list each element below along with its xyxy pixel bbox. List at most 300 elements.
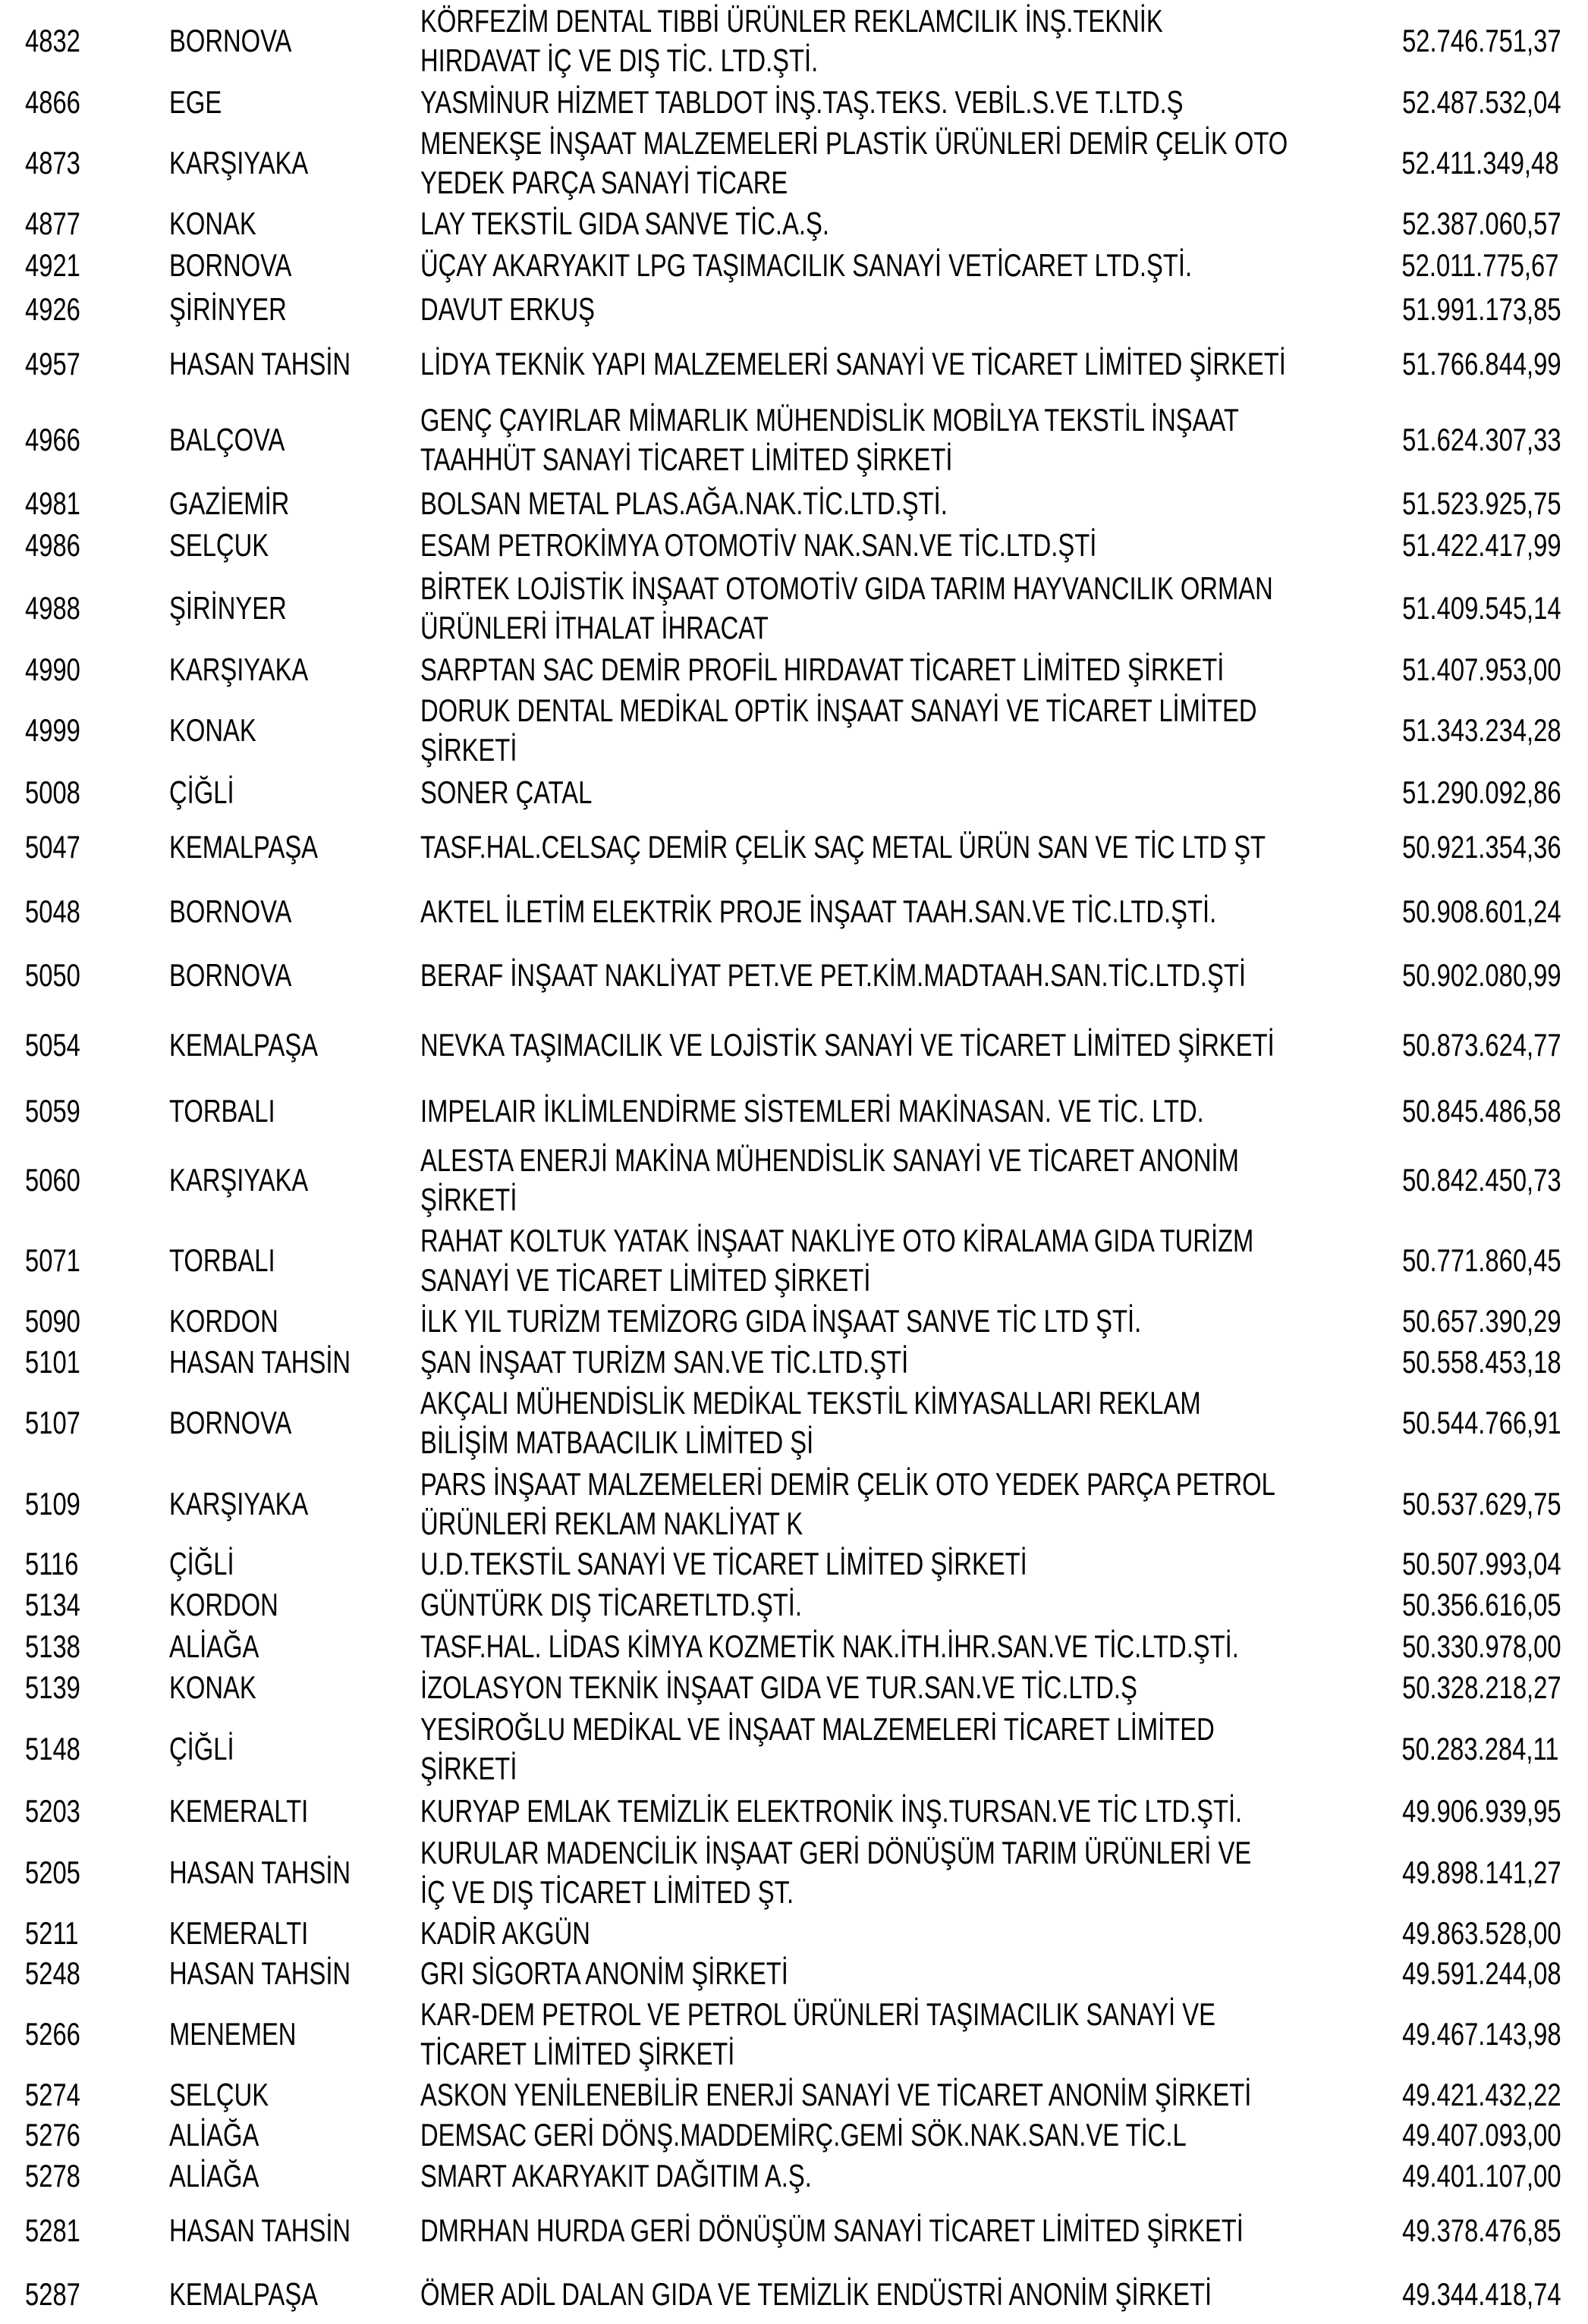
amount-value: 52.411.349,48 xyxy=(1401,145,1559,181)
table-row xyxy=(0,1464,1588,1544)
table-row xyxy=(0,1343,1588,1382)
district-value: KEMALPAŞA xyxy=(169,1027,319,1063)
amount-cell xyxy=(1357,1627,1588,1666)
district-value: KONAK xyxy=(169,712,256,748)
district-cell xyxy=(169,83,420,122)
rank-cell xyxy=(0,1025,169,1065)
amount-value: 50.873.624,77 xyxy=(1402,1027,1561,1063)
district-cell xyxy=(169,1302,420,1341)
company-name-cell xyxy=(420,1221,1357,1300)
rank-cell xyxy=(0,21,169,61)
company-name-line: IMPELAIR İKLİMLENDİRME SİSTEMLERİ MAKİNASAN. VE TİC. LTD. xyxy=(420,1093,1204,1129)
amount-cell xyxy=(1357,2211,1588,2250)
company-name-line: NEVKA TAŞIMACILIK VE LOJİSTİK SANAYİ VE TİCARET LİMİTED ŞİRKETİ xyxy=(420,1027,1275,1063)
amount-value: 49.401.107,00 xyxy=(1402,2158,1561,2194)
company-name-cell xyxy=(420,956,1357,995)
amount-cell xyxy=(1357,2275,1588,2314)
amount-cell xyxy=(1357,484,1588,523)
table-row xyxy=(0,2156,1588,2197)
company-name-cell xyxy=(420,124,1357,203)
district-value: BORNOVA xyxy=(169,247,292,283)
rank-value: 5101 xyxy=(25,1344,80,1380)
rank-cell xyxy=(0,2275,169,2314)
district-cell xyxy=(169,484,420,523)
amount-value: 52.011.775,67 xyxy=(1401,247,1559,283)
amount-value: 51.409.545,14 xyxy=(1402,590,1561,626)
district-value: KORDON xyxy=(169,1303,278,1339)
company-name-cell xyxy=(420,2115,1357,2155)
company-name-line: BERAF İNŞAAT NAKLİYAT PET.VE PET.KİM.MADTAAH.SAN.TİC.LTD.ŞTİ xyxy=(420,957,1246,993)
company-name-line: DORUK DENTAL MEDİKAL OPTİK İNŞAAT SANAYİ VE TİCARET LİMİTED xyxy=(420,692,1257,728)
rank-value: 5109 xyxy=(25,1486,80,1522)
amount-value: 49.863.528,00 xyxy=(1402,1915,1561,1951)
district-value: ÇİĞLİ xyxy=(169,1546,234,1581)
company-name-line: KURYAP EMLAK TEMİZLİK ELEKTRONİK İNŞ.TURSAN.VE TİC LTD.ŞTİ. xyxy=(420,1793,1243,1829)
rank-value: 4921 xyxy=(25,247,80,283)
amount-value: 50.330.978,00 xyxy=(1402,1628,1561,1664)
table-row xyxy=(0,1139,1588,1221)
amount-cell xyxy=(1357,246,1588,285)
district-value: KONAK xyxy=(169,1669,256,1705)
district-value: KARŞIYAKA xyxy=(169,145,309,181)
amount-cell xyxy=(1357,1792,1588,1831)
rank-cell xyxy=(0,2015,169,2054)
company-name-cell xyxy=(420,204,1357,243)
amount-cell xyxy=(1357,143,1588,183)
district-cell xyxy=(169,204,420,243)
table-row xyxy=(0,1833,1588,1913)
district-value: ÇİĞLİ xyxy=(169,774,234,810)
district-cell xyxy=(169,1025,420,1065)
rank-cell xyxy=(0,2115,169,2155)
amount-value: 51.290.092,86 xyxy=(1402,774,1561,810)
company-name-line: ASKON YENİLENEBİLİR ENERJİ SANAYİ VE TİCARET ANONİM ŞİRKETİ xyxy=(420,2077,1252,2112)
district-cell xyxy=(169,2015,420,2054)
amount-cell xyxy=(1357,828,1588,867)
amount-value: 49.378.476,85 xyxy=(1402,2213,1561,2248)
district-cell xyxy=(169,1792,420,1831)
district-cell xyxy=(169,1544,420,1584)
company-name-line: AKÇALI MÜHENDİSLİK MEDİKAL TEKSTİL KİMYASALLARI REKLAM xyxy=(420,1385,1201,1421)
amount-value: 50.283.284,11 xyxy=(1401,1731,1559,1767)
amount-cell xyxy=(1357,204,1588,243)
amount-cell xyxy=(1357,1403,1588,1443)
rank-value: 4926 xyxy=(25,291,80,327)
district-cell xyxy=(169,1403,420,1443)
rank-cell xyxy=(0,526,169,565)
amount-value: 49.421.432,22 xyxy=(1402,2077,1561,2112)
table-row xyxy=(0,2075,1588,2115)
district-value: KORDON xyxy=(169,1587,278,1622)
table-row xyxy=(0,395,1588,485)
district-value: KARŞIYAKA xyxy=(169,1162,309,1198)
amount-value: 50.537.629,75 xyxy=(1402,1486,1561,1522)
district-value: BORNOVA xyxy=(169,957,292,993)
table-row xyxy=(0,1221,1588,1300)
district-cell xyxy=(169,1585,420,1625)
table-row xyxy=(0,2265,1588,2324)
amount-cell xyxy=(1357,290,1588,329)
rank-value: 4981 xyxy=(25,485,80,521)
amount-cell xyxy=(1357,1544,1588,1584)
rank-value: 5060 xyxy=(25,1162,80,1198)
company-name-line: MENEKŞE İNŞAAT MALZEMELERİ PLASTİK ÜRÜNLERİ DEMİR ÇELİK OTO xyxy=(420,125,1288,161)
amount-value: 52.487.532,04 xyxy=(1402,84,1561,120)
table-row xyxy=(0,1083,1588,1139)
rank-value: 5266 xyxy=(25,2016,80,2052)
rank-cell xyxy=(0,1729,169,1769)
district-cell xyxy=(169,1484,420,1524)
district-value: BORNOVA xyxy=(169,23,292,58)
table-row xyxy=(0,286,1588,333)
district-value: KARŞIYAKA xyxy=(169,651,309,687)
table-row xyxy=(0,0,1588,82)
rank-value: 4832 xyxy=(25,23,80,58)
district-cell xyxy=(169,21,420,61)
amount-cell xyxy=(1357,1668,1588,1707)
district-cell xyxy=(169,2211,420,2250)
district-value: TORBALI xyxy=(169,1093,275,1129)
rank-value: 5134 xyxy=(25,1587,80,1622)
company-name-line: SANAYİ VE TİCARET LİMİTED ŞİRKETİ xyxy=(420,1262,871,1298)
amount-cell xyxy=(1357,650,1588,689)
amount-cell xyxy=(1357,344,1588,384)
rank-cell xyxy=(0,1160,169,1200)
rank-value: 5278 xyxy=(25,2158,80,2194)
table-row xyxy=(0,1913,1588,1954)
district-value: ALİAĞA xyxy=(169,2158,259,2194)
amount-value: 50.771.860,45 xyxy=(1402,1242,1561,1278)
company-name-cell xyxy=(420,691,1357,770)
table-row xyxy=(0,333,1588,395)
amount-cell xyxy=(1357,526,1588,565)
company-name-cell xyxy=(420,1141,1357,1220)
amount-value: 50.845.486,58 xyxy=(1402,1093,1561,1129)
amount-value: 49.467.143,98 xyxy=(1402,2016,1561,2052)
table-row xyxy=(0,1954,1588,1993)
company-name-cell xyxy=(420,1914,1357,1953)
district-cell xyxy=(169,290,420,329)
district-value: KEMALPAŞA xyxy=(169,2276,319,2312)
rank-cell xyxy=(0,290,169,329)
rank-value: 5274 xyxy=(25,2077,80,2112)
table-row xyxy=(0,880,1588,944)
company-name-cell xyxy=(420,1302,1357,1341)
amount-cell xyxy=(1357,1484,1588,1524)
company-name-line: AKTEL İLETİM ELEKTRİK PROJE İNŞAAT TAAH.SAN.VE TİC.LTD.ŞTİ. xyxy=(420,893,1217,929)
district-cell xyxy=(169,1241,420,1280)
company-name-line: TASF.HAL.CELSAÇ DEMİR ÇELİK SAÇ METAL ÜRÜN SAN VE TİC LTD ŞT xyxy=(420,829,1266,865)
rank-cell xyxy=(0,773,169,812)
amount-value: 50.657.390,29 xyxy=(1402,1303,1561,1339)
company-name-line: RAHAT KOLTUK YATAK İNŞAAT NAKLİYE OTO KİRALAMA GIDA TURİZM xyxy=(420,1223,1254,1258)
company-name-cell xyxy=(420,1792,1357,1831)
district-value: ÇİĞLİ xyxy=(169,1731,234,1767)
district-value: BORNOVA xyxy=(169,1405,292,1440)
table-row xyxy=(0,82,1588,123)
district-cell xyxy=(169,526,420,565)
company-name-line: YESİROĞLU MEDİKAL VE İNŞAAT MALZEMELERİ TİCARET LİMİTED xyxy=(420,1711,1215,1747)
district-value: KARŞIYAKA xyxy=(169,1486,309,1522)
amount-cell xyxy=(1357,2115,1588,2155)
amount-cell xyxy=(1357,892,1588,931)
company-name-line: İLK YIL TURİZM TEMİZORG GIDA İNŞAAT SANVE TİC LTD ŞTİ. xyxy=(420,1303,1142,1339)
rank-value: 5059 xyxy=(25,1093,80,1129)
company-name-cell xyxy=(420,828,1357,867)
table-row xyxy=(0,123,1588,203)
district-cell xyxy=(169,2115,420,2155)
rank-cell xyxy=(0,828,169,867)
district-value: ALİAĞA xyxy=(169,1628,259,1664)
table-row xyxy=(0,649,1588,690)
amount-value: 49.591.244,08 xyxy=(1402,1955,1561,1991)
company-name-cell xyxy=(420,2,1357,80)
company-name-line: GENÇ ÇAYIRLAR MİMARLIK MÜHENDİSLİK MOBİLYA TEKSTİL İNŞAAT xyxy=(420,402,1239,438)
district-value: BORNOVA xyxy=(169,893,292,929)
company-name-cell xyxy=(420,2211,1357,2250)
district-value: KONAK xyxy=(169,206,256,241)
district-cell xyxy=(169,828,420,867)
company-name-line: ÜRÜNLERİ İTHALAT İHRACAT xyxy=(420,610,769,645)
district-value: HASAN TAHSİN xyxy=(169,1955,351,1991)
rank-value: 5107 xyxy=(25,1405,80,1440)
rank-cell xyxy=(0,204,169,243)
table-row xyxy=(0,771,1588,815)
rank-cell xyxy=(0,484,169,523)
district-cell xyxy=(169,344,420,384)
rank-value: 4873 xyxy=(25,145,80,181)
rank-cell xyxy=(0,1241,169,1280)
table-row xyxy=(0,485,1588,523)
district-value: ŞİRİNYER xyxy=(169,590,287,626)
table-row xyxy=(0,944,1588,1007)
company-name-line: U.D.TEKSTİL SANAYİ VE TİCARET LİMİTED ŞİRKETİ xyxy=(420,1546,1027,1581)
rank-cell xyxy=(0,892,169,931)
amount-value: 50.356.616,05 xyxy=(1402,1587,1561,1622)
rank-cell xyxy=(0,1914,169,1953)
rank-cell xyxy=(0,143,169,183)
rank-value: 5211 xyxy=(25,1915,79,1951)
company-name-line: DAVUT ERKUŞ xyxy=(420,291,595,327)
rank-value: 5139 xyxy=(25,1669,80,1705)
amount-value: 50.507.993,04 xyxy=(1402,1546,1561,1581)
table-row xyxy=(0,1007,1588,1083)
company-name-cell xyxy=(420,892,1357,931)
company-name-cell xyxy=(420,344,1357,384)
rank-cell xyxy=(0,1792,169,1831)
amount-value: 50.842.450,73 xyxy=(1402,1162,1561,1198)
rank-cell xyxy=(0,2156,169,2196)
company-name-cell xyxy=(420,1627,1357,1666)
district-cell xyxy=(169,420,420,460)
company-name-line: LİDYA TEKNİK YAPI MALZEMELERİ SANAYİ VE TİCARET LİMİTED ŞİRKETİ xyxy=(420,346,1286,382)
amount-cell xyxy=(1357,1302,1588,1341)
company-name-line: ALESTA ENERJİ MAKİNA MÜHENDİSLİK SANAYİ VE TİCARET ANONİM xyxy=(420,1142,1239,1178)
amount-value: 51.991.173,85 xyxy=(1402,291,1561,327)
company-name-cell xyxy=(420,1383,1357,1462)
amount-value: 49.906.939,95 xyxy=(1402,1793,1561,1829)
rank-value: 5050 xyxy=(25,957,80,993)
rank-value: 5281 xyxy=(25,2213,80,2248)
company-name-cell xyxy=(420,569,1357,648)
rank-value: 5276 xyxy=(25,2117,80,2153)
district-value: ŞİRİNYER xyxy=(169,291,287,327)
company-name-line: BOLSAN METAL PLAS.AĞA.NAK.TİC.LTD.ŞTİ. xyxy=(420,485,948,521)
rank-cell xyxy=(0,1343,169,1382)
company-name-line: GRI SİGORTA ANONİM ŞİRKETİ xyxy=(420,1955,788,1991)
amount-value: 49.898.141,27 xyxy=(1402,1854,1561,1890)
table-row xyxy=(0,815,1588,880)
district-cell xyxy=(169,1853,420,1892)
rank-value: 5205 xyxy=(25,1854,80,1890)
amount-cell xyxy=(1357,711,1588,750)
company-name-line: PARS İNŞAAT MALZEMELERİ DEMİR ÇELİK OTO YEDEK PARÇA PETROL xyxy=(420,1466,1275,1502)
rank-cell xyxy=(0,83,169,122)
district-cell xyxy=(169,589,420,628)
district-value: ALİAĞA xyxy=(169,2117,259,2153)
district-cell xyxy=(169,2275,420,2314)
company-name-line: ÖMER ADİL DALAN GIDA VE TEMİZLİK ENDÜSTRİ ANONİM ŞİRKETİ xyxy=(420,2276,1212,2312)
district-cell xyxy=(169,650,420,689)
company-name-cell xyxy=(420,83,1357,122)
district-cell xyxy=(169,1729,420,1769)
amount-value: 50.908.601,24 xyxy=(1402,893,1561,929)
table-row xyxy=(0,1584,1588,1626)
table-row xyxy=(0,690,1588,771)
amount-value: 51.422.417,99 xyxy=(1402,527,1561,563)
district-cell xyxy=(169,1954,420,1993)
rank-cell xyxy=(0,2075,169,2115)
rank-cell xyxy=(0,1403,169,1443)
company-name-line: BİRTEK LOJİSTİK İNŞAAT OTOMOTİV GIDA TARIM HAYVANCILIK ORMAN xyxy=(420,570,1273,606)
company-name-line: GÜNTÜRK DIŞ TİCARETLTD.ŞTİ. xyxy=(420,1587,802,1622)
table-row xyxy=(0,1790,1588,1833)
amount-cell xyxy=(1357,1241,1588,1280)
amount-cell xyxy=(1357,589,1588,628)
rank-value: 4866 xyxy=(25,84,80,120)
company-name-line: DEMSAC GERİ DÖNŞ.MADDEMİRÇ.GEMİ SÖK.NAK.SAN.VE TİC.L xyxy=(420,2117,1187,2153)
company-name-cell xyxy=(420,2156,1357,2196)
amount-cell xyxy=(1357,2075,1588,2115)
company-name-cell xyxy=(420,526,1357,565)
amount-cell xyxy=(1357,1914,1588,1953)
rank-cell xyxy=(0,711,169,750)
company-name-line: KÖRFEZİM DENTAL TIBBİ ÜRÜNLER REKLAMCILIK İNŞ.TEKNİK xyxy=(420,3,1163,39)
amount-value: 51.523.925,75 xyxy=(1402,485,1561,521)
amount-value: 51.343.234,28 xyxy=(1402,712,1561,748)
company-name-cell xyxy=(420,246,1357,285)
rank-value: 5138 xyxy=(25,1628,80,1664)
company-name-cell xyxy=(420,1833,1357,1912)
company-name-line: SONER ÇATAL xyxy=(420,774,593,810)
amount-cell xyxy=(1357,1025,1588,1065)
amount-cell xyxy=(1357,1343,1588,1382)
district-value: KEMERALTI xyxy=(169,1915,309,1951)
table-row xyxy=(0,203,1588,244)
company-name-line: YASMİNUR HİZMET TABLDOT İNŞ.TAŞ.TEKS. VEBİL.S.VE T.LTD.Ş xyxy=(420,84,1184,120)
company-name-cell xyxy=(420,2075,1357,2115)
district-value: GAZİEMİR xyxy=(169,485,290,521)
company-name-line: İÇ VE DIŞ TİCARET LİMİTED ŞT. xyxy=(420,1874,794,1910)
company-name-cell xyxy=(420,2275,1357,2314)
company-name-line: ŞİRKETİ xyxy=(420,732,517,768)
amount-cell xyxy=(1357,1729,1588,1769)
rank-value: 5287 xyxy=(25,2276,80,2312)
table-row xyxy=(0,1993,1588,2075)
company-name-line: LAY TEKSTİL GIDA SANVE TİC.A.Ş. xyxy=(420,206,829,241)
company-name-cell xyxy=(420,1343,1357,1382)
amount-value: 49.344.418,74 xyxy=(1402,2276,1561,2312)
table-row xyxy=(0,1626,1588,1667)
rank-value: 5048 xyxy=(25,893,80,929)
rank-value: 4990 xyxy=(25,651,80,687)
table-row xyxy=(0,1544,1588,1584)
amount-cell xyxy=(1357,21,1588,61)
company-name-cell xyxy=(420,1544,1357,1584)
district-value: TORBALI xyxy=(169,1242,275,1278)
district-cell xyxy=(169,773,420,812)
district-cell xyxy=(169,1668,420,1707)
company-name-line: KURULAR MADENCİLİK İNŞAAT GERİ DÖNÜŞÜM TARIM ÜRÜNLERİ VE xyxy=(420,1835,1252,1870)
company-name-cell xyxy=(420,1954,1357,1993)
rank-value: 4877 xyxy=(25,206,80,241)
rank-cell xyxy=(0,1585,169,1625)
rank-value: 5148 xyxy=(25,1731,80,1767)
rank-cell xyxy=(0,956,169,995)
company-name-cell xyxy=(420,650,1357,689)
amount-value: 50.544.766,91 xyxy=(1402,1405,1561,1440)
district-cell xyxy=(169,1091,420,1131)
company-name-line: ÜÇAY AKARYAKIT LPG TAŞIMACILIK SANAYİ VETİCARET LTD.ŞTİ. xyxy=(420,247,1193,283)
district-value: BALÇOVA xyxy=(169,422,285,457)
rank-cell xyxy=(0,1668,169,1707)
company-name-line: İZOLASYON TEKNİK İNŞAAT GIDA VE TUR.SAN.VE TİC.LTD.Ş xyxy=(420,1669,1137,1705)
amount-value: 50.558.453,18 xyxy=(1402,1344,1561,1380)
amount-value: 49.407.093,00 xyxy=(1402,2117,1561,2153)
table-row xyxy=(0,1667,1588,1708)
district-cell xyxy=(169,711,420,750)
table-row xyxy=(0,1708,1588,1790)
district-value: HASAN TAHSİN xyxy=(169,1344,351,1380)
amount-cell xyxy=(1357,420,1588,460)
rank-value: 5090 xyxy=(25,1303,80,1339)
amount-value: 50.328.218,27 xyxy=(1402,1669,1561,1705)
amount-value: 51.766.844,99 xyxy=(1402,346,1561,382)
amount-cell xyxy=(1357,2015,1588,2054)
company-name-line: ÜRÜNLERİ REKLAM NAKLİYAT K xyxy=(420,1506,803,1541)
company-name-line: HIRDAVAT İÇ VE DIŞ TİC. LTD.ŞTİ. xyxy=(420,42,819,78)
company-name-line: ŞİRKETİ xyxy=(420,1182,517,1217)
rank-cell xyxy=(0,420,169,460)
district-value: HASAN TAHSİN xyxy=(169,346,351,382)
company-name-line: SARPTAN SAC DEMİR PROFİL HIRDAVAT TİCARET LİMİTED ŞİRKETİ xyxy=(420,651,1225,687)
company-name-cell xyxy=(420,1585,1357,1625)
rank-cell xyxy=(0,650,169,689)
rank-value: 5071 xyxy=(25,1242,80,1278)
table-row xyxy=(0,2197,1588,2265)
district-value: MENEMEN xyxy=(169,2016,297,2052)
amount-value: 50.921.354,36 xyxy=(1402,829,1561,865)
rank-cell xyxy=(0,1853,169,1892)
table-row xyxy=(0,2115,1588,2156)
amount-cell xyxy=(1357,1853,1588,1892)
rank-value: 4986 xyxy=(25,527,80,563)
amount-value: 52.387.060,57 xyxy=(1402,206,1561,241)
district-value: HASAN TAHSİN xyxy=(169,2213,351,2248)
amount-cell xyxy=(1357,2156,1588,2196)
company-name-cell xyxy=(420,1465,1357,1544)
rank-cell xyxy=(0,1544,169,1584)
